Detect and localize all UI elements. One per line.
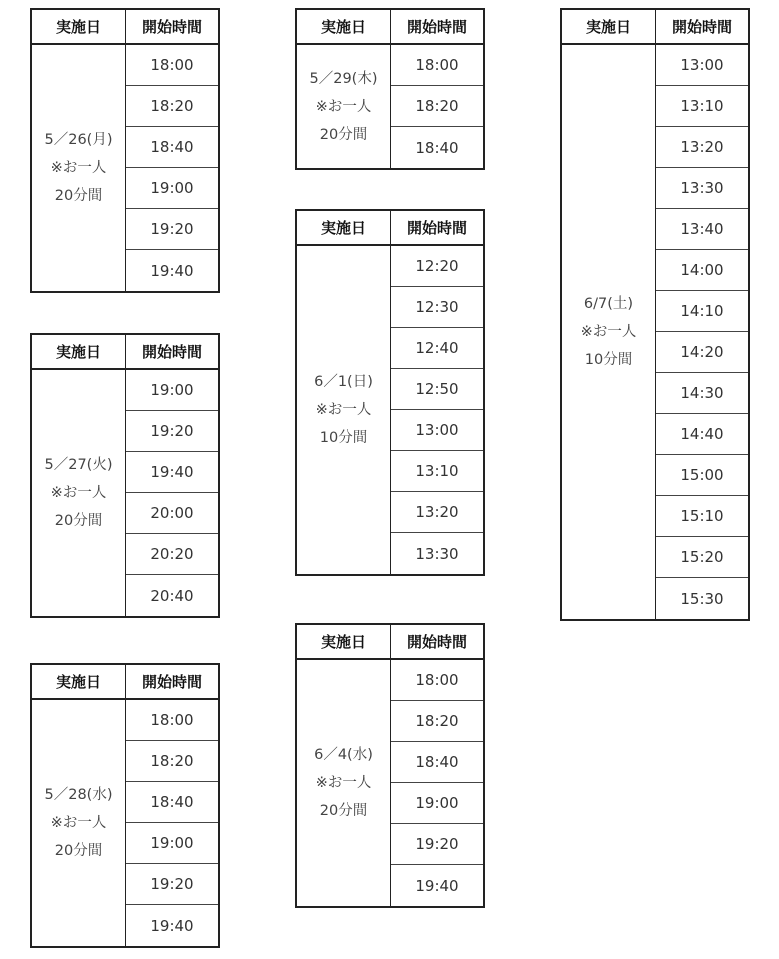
- time-slot: 12:40: [391, 328, 483, 369]
- time-slot: 18:20: [391, 701, 483, 742]
- per-person-note: ※お一人: [50, 485, 107, 501]
- time-list: [126, 45, 218, 291]
- date-label: 6／4(水): [314, 747, 373, 763]
- schedule-table-6-7: [560, 8, 750, 621]
- time-slot: 20:40: [150, 586, 194, 605]
- header-date: 実施日: [32, 665, 126, 698]
- header-date: 実施日: [32, 335, 126, 368]
- time-slot: 13:30: [656, 168, 748, 209]
- time-slot: 14:00: [656, 250, 748, 291]
- time-slot: 14:30: [656, 373, 748, 414]
- time-slot: 13:20: [391, 492, 483, 533]
- time-slot: 19:40: [415, 876, 459, 895]
- duration-label: 20分間: [54, 513, 103, 529]
- time-list: [391, 45, 483, 168]
- time-slot: 15:00: [656, 455, 748, 496]
- duration-label: 20分間: [319, 803, 368, 819]
- date-cell: [297, 246, 391, 574]
- time-slot: 19:20: [391, 824, 483, 865]
- schedule-table-6-4: [295, 623, 485, 908]
- date-label: 6／1(日): [314, 374, 373, 390]
- table-header: [297, 211, 483, 246]
- header-date: 実施日: [562, 10, 656, 43]
- date-label: 5／29(木): [309, 70, 378, 87]
- per-person-note: ※お一人: [315, 775, 372, 791]
- time-slot: 13:10: [391, 451, 483, 492]
- duration-label: 10分間: [584, 352, 633, 368]
- time-slot: 13:20: [656, 127, 748, 168]
- header-start-time: 開始時間: [406, 219, 467, 237]
- header-start-time: 開始時間: [141, 673, 202, 691]
- per-person-note: ※お一人: [50, 160, 107, 176]
- table-header: [562, 10, 748, 45]
- time-list: [391, 246, 483, 574]
- time-slot: 19:00: [391, 783, 483, 824]
- table-header: [32, 335, 218, 370]
- time-slot: 14:40: [656, 414, 748, 455]
- header-date: 実施日: [32, 10, 126, 43]
- time-slot: 18:00: [391, 660, 483, 701]
- time-slot: 19:20: [126, 209, 218, 250]
- duration-label: 20分間: [319, 126, 368, 143]
- time-slot: 20:00: [126, 493, 218, 534]
- duration-label: 10分間: [319, 430, 368, 446]
- time-slot: 12:50: [391, 369, 483, 410]
- time-slot: 18:00: [126, 45, 218, 86]
- header-start-time: 開始時間: [671, 18, 732, 36]
- duration-label: 20分間: [54, 188, 103, 204]
- header-date: 実施日: [297, 625, 391, 658]
- date-label: 6/7(土): [583, 296, 634, 312]
- time-slot: 18:00: [126, 700, 218, 741]
- time-slot: 18:00: [391, 45, 483, 86]
- table-header: [32, 10, 218, 45]
- time-slot: 18:40: [126, 782, 218, 823]
- schedule-table-5-29: [295, 8, 485, 170]
- header-start-time: 開始時間: [141, 343, 202, 361]
- date-cell: [562, 45, 656, 619]
- schedule-table-5-26: [30, 8, 220, 293]
- time-slot: 13:30: [415, 544, 459, 563]
- time-slot: 19:00: [126, 823, 218, 864]
- table-header: [297, 10, 483, 45]
- time-slot: 19:20: [126, 864, 218, 905]
- time-slot: 18:20: [126, 741, 218, 782]
- date-cell: [32, 700, 126, 946]
- time-slot: 19:00: [126, 370, 218, 411]
- header-start-time: 開始時間: [406, 633, 467, 651]
- time-slot: 18:40: [415, 138, 459, 157]
- per-person-note: ※お一人: [315, 402, 372, 418]
- time-slot: 19:40: [150, 261, 194, 280]
- time-list: [391, 660, 483, 906]
- time-slot: 12:20: [391, 246, 483, 287]
- time-slot: 14:20: [656, 332, 748, 373]
- time-slot: 15:10: [656, 496, 748, 537]
- time-slot: 18:20: [126, 86, 218, 127]
- per-person-note: ※お一人: [315, 98, 372, 115]
- time-list: [126, 700, 218, 946]
- date-cell: [32, 370, 126, 616]
- time-slot: 14:10: [656, 291, 748, 332]
- time-slot: 13:00: [656, 45, 748, 86]
- per-person-note: ※お一人: [50, 815, 107, 831]
- schedule-table-6-1: [295, 209, 485, 576]
- time-slot: 19:20: [126, 411, 218, 452]
- date-label: 5／28(水): [44, 787, 113, 803]
- time-slot: 19:40: [126, 452, 218, 493]
- date-cell: [297, 660, 391, 906]
- date-cell: [297, 45, 391, 168]
- schedule-table-5-28: [30, 663, 220, 948]
- header-date: 実施日: [297, 211, 391, 244]
- time-list: [656, 45, 748, 619]
- time-slot: 20:20: [126, 534, 218, 575]
- duration-label: 20分間: [54, 843, 103, 859]
- time-list: [126, 370, 218, 616]
- time-slot: 18:40: [126, 127, 218, 168]
- time-slot: 18:40: [391, 742, 483, 783]
- time-slot: 19:40: [150, 916, 194, 935]
- time-slot: 13:40: [656, 209, 748, 250]
- table-header: [297, 625, 483, 660]
- header-start-time: 開始時間: [406, 18, 467, 36]
- time-slot: 13:00: [391, 410, 483, 451]
- time-slot: 18:20: [391, 86, 483, 127]
- date-cell: [32, 45, 126, 291]
- time-slot: 15:30: [680, 589, 724, 608]
- schedule-table-5-27: [30, 333, 220, 618]
- date-label: 5／26(月): [44, 132, 113, 148]
- table-header: [32, 665, 218, 700]
- time-slot: 12:30: [391, 287, 483, 328]
- time-slot: 19:00: [126, 168, 218, 209]
- date-label: 5／27(火): [44, 457, 113, 473]
- time-slot: 13:10: [656, 86, 748, 127]
- per-person-note: ※お一人: [580, 324, 637, 340]
- time-slot: 15:20: [656, 537, 748, 578]
- header-start-time: 開始時間: [141, 18, 202, 36]
- header-date: 実施日: [297, 10, 391, 43]
